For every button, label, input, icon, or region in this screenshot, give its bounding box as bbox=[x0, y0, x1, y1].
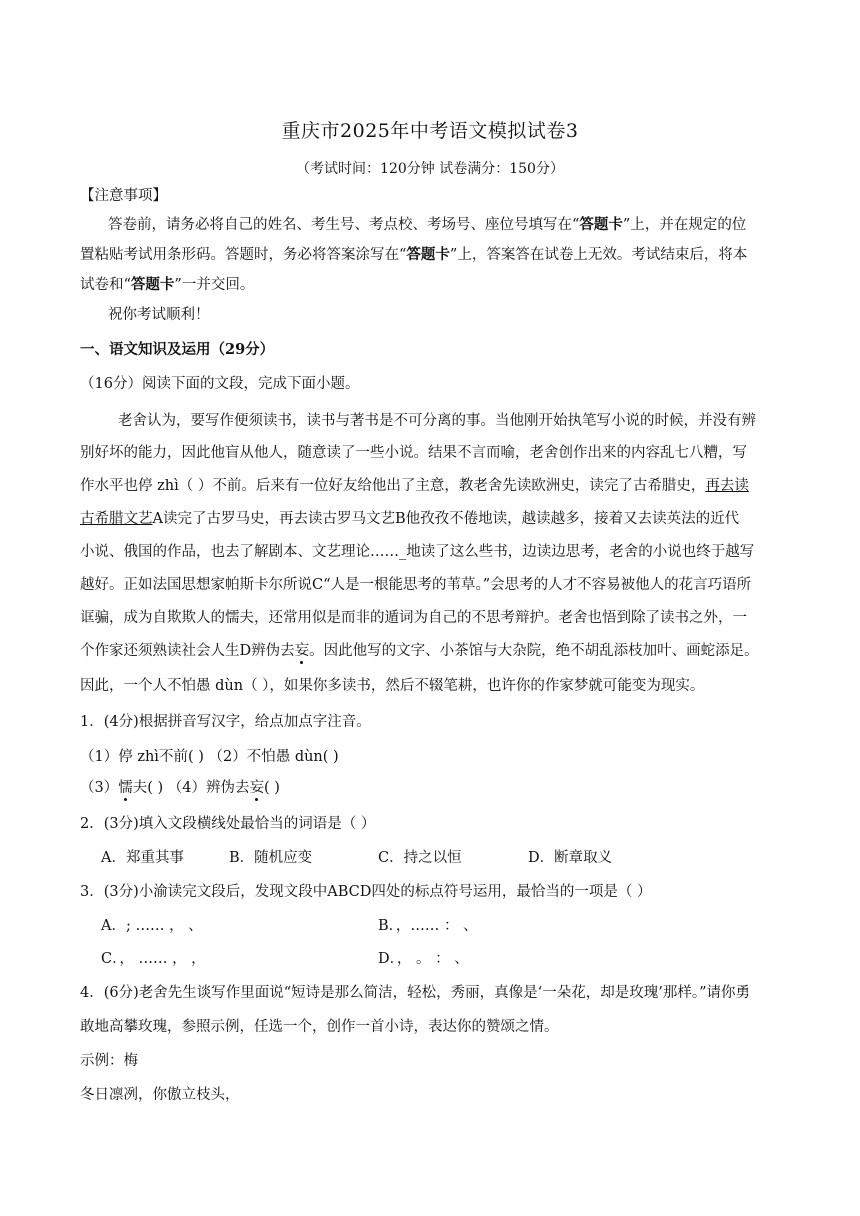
passage-line-3 bbox=[80, 474, 749, 495]
answer-card-term: 答题卡 bbox=[130, 276, 175, 293]
notice-text: ”上，并在规定的位 bbox=[622, 217, 747, 233]
question-4-stem-cont: 敢地高攀玫瑰，参照示例，任选一个，创作一首小诗，表达你的赞颂之情。 bbox=[80, 1019, 559, 1035]
passage-line-8 bbox=[80, 639, 759, 660]
passage-line-6: 越好。正如法国思想家帕斯卡尔所说C“人是一根能思考的苇草。”会思考的人才不容易被他人的花言巧语所 bbox=[80, 577, 752, 593]
question-1-row-2 bbox=[80, 776, 280, 797]
question-2-stem: 2．(3分)填入文段横线处最恰当的词语是（ ） bbox=[80, 816, 376, 832]
question-3-option-b: B．，…… ： 、 bbox=[378, 918, 478, 934]
question-3-option-a: A．; …… ， 、 bbox=[101, 918, 203, 934]
notice-line-3 bbox=[80, 273, 254, 294]
dotted-char: 妄 bbox=[249, 780, 264, 796]
passage-line-5: 小说、俄国的作品，也去了解剧本、文艺理论……_地读了这么些书，边读边思考，老舍的小说也终于越写 bbox=[80, 544, 755, 560]
passage-line-9: 因此，一个人不怕愚 dùn（ ），如果你多读书，然后不辍笔耕，也许你的作家梦就可能变为现实。 bbox=[80, 678, 705, 694]
question-3-option-c: C．， …… ， ， bbox=[101, 951, 206, 967]
notice-text: 答卷前，请务必将自己的姓名、考生号、考点校、考场号、座位号填写在“ bbox=[108, 217, 580, 233]
exam-subtitle: （考试时间：120分钟 试卷满分：150分） bbox=[296, 161, 564, 177]
question-1-stem: 1．(4分)根据拼音写汉字，给点加点字注音。 bbox=[80, 714, 371, 730]
passage-line-2: 别好坏的能力，因此他盲从他人，随意读了一些小说。结果不言而喻，老舍创作出来的内容乱七八糟，写 bbox=[80, 445, 747, 461]
question-3-stem: 3．(3分)小渝读完文段后，发现文段中ABCD四处的标点符号运用，最恰当的一项是（ ） bbox=[80, 884, 652, 900]
underlined-text: 再去读 bbox=[705, 478, 749, 494]
passage-line-7: 诓骗，成为自欺欺人的懦夫，还常用似是而非的遁词为自己的不思考辩护。老舍也悟到除了读书之外，一 bbox=[80, 610, 747, 626]
exam-title: 重庆市2025年中考语文模拟试卷3 bbox=[281, 120, 579, 142]
notice-heading: 【注意事项】 bbox=[80, 188, 167, 204]
notice-text: 置粘贴考试用条形码。答题时，务必将答案涂写在“ bbox=[80, 247, 407, 263]
passage-line-1: 老舍认为，要写作便须读书，读书与著书是不可分离的事。当他刚开始执笔写小说的时候，并没有辨 bbox=[118, 413, 756, 429]
question-4-stem: 4．(6分)老舍先生谈写作里面说“短诗是那么简洁，轻松，秀丽，真像是‘一朵花，却是玫瑰’那样。”请你勇 bbox=[80, 985, 751, 1001]
poem-line-1: 冬日凛冽，你傲立枝头， bbox=[80, 1087, 240, 1103]
notice-text: 试卷和“ bbox=[80, 277, 131, 293]
section-heading: 一、语文知识及运用（29分） bbox=[80, 341, 275, 358]
question-3-option-d: D．， 。 ： 、 bbox=[378, 951, 469, 967]
item-label: （3） bbox=[80, 780, 119, 796]
item-text: 夫( ) （4）辨伪去 bbox=[132, 780, 250, 796]
passage-line-4 bbox=[80, 507, 739, 528]
notice-line-1 bbox=[108, 213, 746, 234]
answer-card-term: 答题卡 bbox=[406, 246, 450, 263]
passage-text: 作水平也停 zhì（ ）不前。后来有一位好友给他出了主意，教老舍先读欧洲史，读完了古希腊史， bbox=[80, 478, 706, 494]
question-2-option-c: C．持之以恒 bbox=[378, 850, 462, 866]
notice-text: ”上，答案答在试卷上无效。考试结束后，将本 bbox=[449, 247, 748, 263]
question-1-row-1: （1）停 zhì不前( ) （2）不怕愚 dùn( ) bbox=[80, 749, 339, 765]
notice-line-2 bbox=[80, 243, 747, 264]
example-label: 示例：梅 bbox=[80, 1053, 138, 1069]
section-intro: （16分）阅读下面的文段，完成下面小题。 bbox=[80, 376, 360, 392]
dotted-char: 懦 bbox=[118, 780, 133, 796]
question-2-option-a: A．郑重其事 bbox=[101, 850, 184, 866]
passage-text: 个作家还须熟读社会人生D辨伪去 bbox=[80, 643, 295, 659]
underlined-text: 古希腊文艺 bbox=[80, 511, 153, 527]
question-2-option-b: B．随机应变 bbox=[229, 850, 313, 866]
notice-wish: 祝你考试顺利！ bbox=[108, 307, 210, 323]
passage-text: 。因此他写的文字、小茶馆与大杂院，绝不胡乱添枝加叶、画蛇添足。 bbox=[309, 643, 759, 659]
question-2-option-d: D．断章取义 bbox=[528, 850, 613, 866]
dotted-char: 妄 bbox=[294, 643, 310, 659]
item-blank: ( ) bbox=[264, 780, 280, 796]
answer-card-term: 答题卡 bbox=[579, 216, 623, 233]
passage-text: A读完了古罗马史，再去读古罗马文艺B他孜孜不倦地读，越读越多，接着又去读英法的近代 bbox=[152, 511, 740, 527]
notice-text: ”一并交回。 bbox=[174, 277, 255, 293]
